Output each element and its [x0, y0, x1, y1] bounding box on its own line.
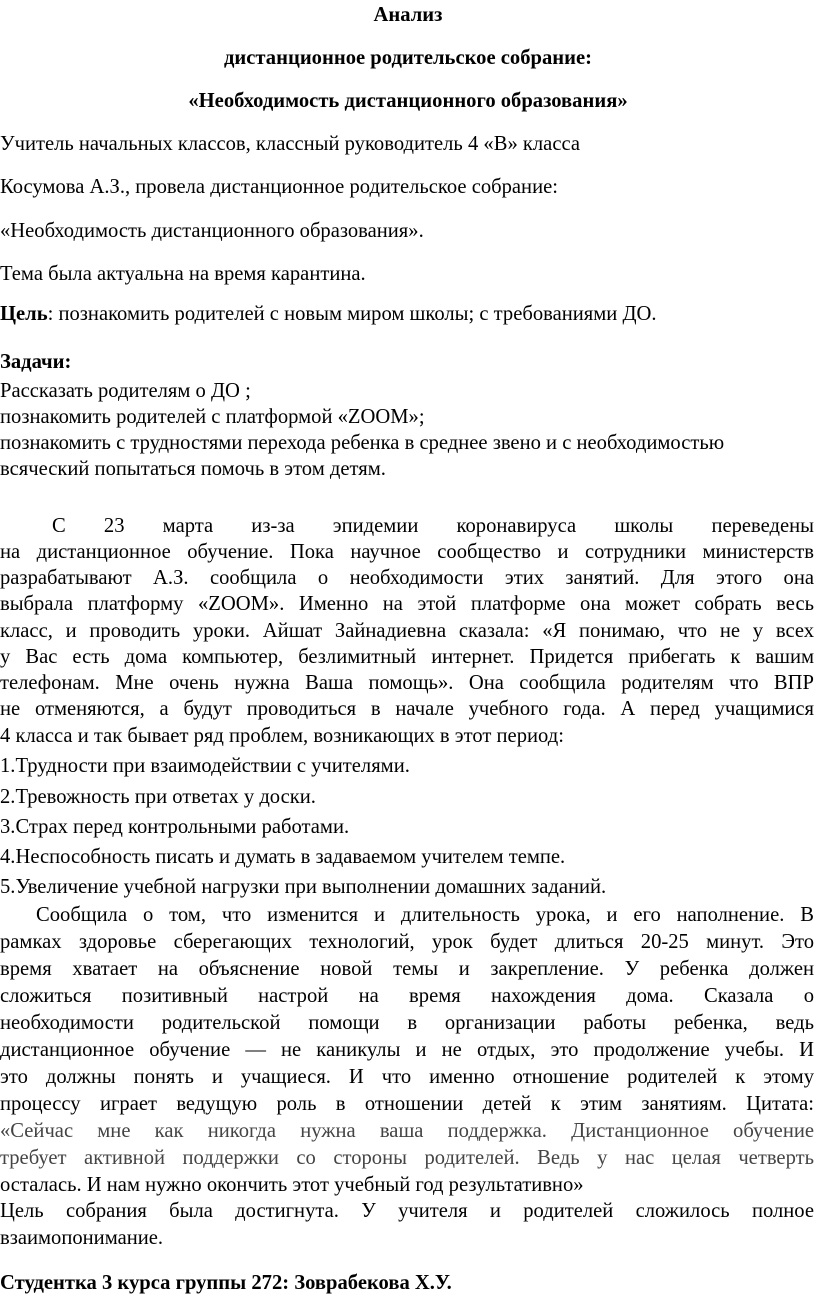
paragraph-line: разрабатывают А.З. сообщила о необходимости этих занятий. Для этого она	[0, 567, 814, 589]
problem-item: 4.Неспособность писать и думать в задаваемом учителем темпе.	[0, 846, 566, 868]
problem-item: 2.Тревожность при ответах у доски.	[0, 786, 316, 808]
task-item: Рассказать родителям о ДО ;	[0, 380, 251, 402]
signature: Студентка 3 курса группы 272: Зоврабекова Х.У.	[0, 1272, 452, 1294]
paragraph-line: не отменяются, а будут проводиться в начале учебного года. А перед учащимися	[0, 698, 814, 720]
quote-line: осталась. И нам нужно окончить этот учебный год результативно»	[0, 1174, 584, 1196]
paragraph-line: сложиться позитивный настрой на время нахождения дома. Сказала о	[0, 985, 814, 1007]
paragraph-line: рамках здоровье сберегающих технологий, урок будет длиться 20-25 минут. Это	[0, 931, 814, 953]
paragraph-line: Сообщила о том, что изменится и длительность урока, и его наполнение. В	[36, 904, 814, 926]
intro-line: Тема была актуальна на время карантина.	[0, 263, 366, 285]
task-item: всяческий попытаться помочь в этом детям.	[0, 458, 386, 480]
quote-line: требует активной поддержки со стороны родителей. Ведь у нас целая четверть	[0, 1147, 814, 1169]
intro-line: Косумова А.З., провела дистанционное родительское собрание:	[0, 176, 558, 198]
quote-line: «Сейчас мне как никогда нужна ваша поддержка. Дистанционное обучение	[0, 1120, 814, 1142]
document-title: Анализ	[373, 4, 443, 26]
paragraph-line: 4 класса и так бывает ряд проблем, возникающих в этот период:	[0, 725, 564, 747]
goal-text: : познакомить родителей с новым миром школы; с требованиями ДО.	[47, 303, 657, 325]
document-subtitle: дистанционное родительское собрание:	[224, 47, 592, 69]
problem-item: 3.Страх перед контрольными работами.	[0, 816, 350, 838]
task-item: познакомить с трудностями перехода ребенка в среднее звено и с необходимостью	[0, 432, 725, 454]
paragraph-line: класс, и проводить уроки. Айшат Зайнадиевна сказала: «Я понимаю, что не у всех	[0, 620, 814, 642]
paragraph-line: дистанционное обучение — не каникулы и не отдых, это продолжение учебы. И	[0, 1039, 814, 1061]
meeting-topic: «Необходимость дистанционного образования»	[188, 90, 628, 112]
problem-item: 1.Трудности при взаимодействии с учителями.	[0, 755, 410, 777]
paragraph-line: выбрала платформу «ZOOM». Именно на этой платформе она может собрать весь	[0, 593, 814, 615]
paragraph-line: телефонам. Мне очень нужна Ваша помощь». Она сообщила родителям что ВПР	[0, 672, 814, 694]
tasks-heading: Задачи:	[0, 351, 72, 373]
conclusion-line: взаимопонимание.	[0, 1227, 164, 1249]
problem-item: 5.Увеличение учебной нагрузки при выполнении домашних заданий.	[0, 876, 607, 898]
goal-line	[0, 300, 657, 329]
task-item: познакомить родителей с платформой «ZOOM»;	[0, 406, 425, 428]
paragraph-line: это должны понять и учащиеся. И что именно отношение родителей к этому	[0, 1066, 814, 1088]
paragraph-line: у Вас есть дома компьютер, безлимитный интернет. Придется прибегать к вашим	[0, 646, 814, 668]
paragraph-line: на дистанционное обучение. Пока научное сообщество и сотрудники министерств	[0, 541, 814, 563]
paragraph-line: время хватает на объяснение новой темы и закрепление. У ребенка должен	[0, 958, 814, 980]
intro-line: Учитель начальных классов, классный руководитель 4 «В» класса	[0, 133, 580, 155]
paragraph-line: процессу играет ведущую роль в отношении детей к этим занятиям. Цитата:	[0, 1093, 814, 1115]
paragraph-line: С 23 марта из-за эпидемии коронавируса школы переведены	[52, 515, 814, 537]
intro-line: «Необходимость дистанционного образования».	[0, 220, 424, 242]
goal-label: Цель	[0, 303, 48, 325]
paragraph-line: необходимости родительской помощи в организации работы ребенка, ведь	[0, 1012, 814, 1034]
conclusion-line: Цель собрания была достигнута. У учителя и родителей сложилось полное	[0, 1200, 814, 1222]
